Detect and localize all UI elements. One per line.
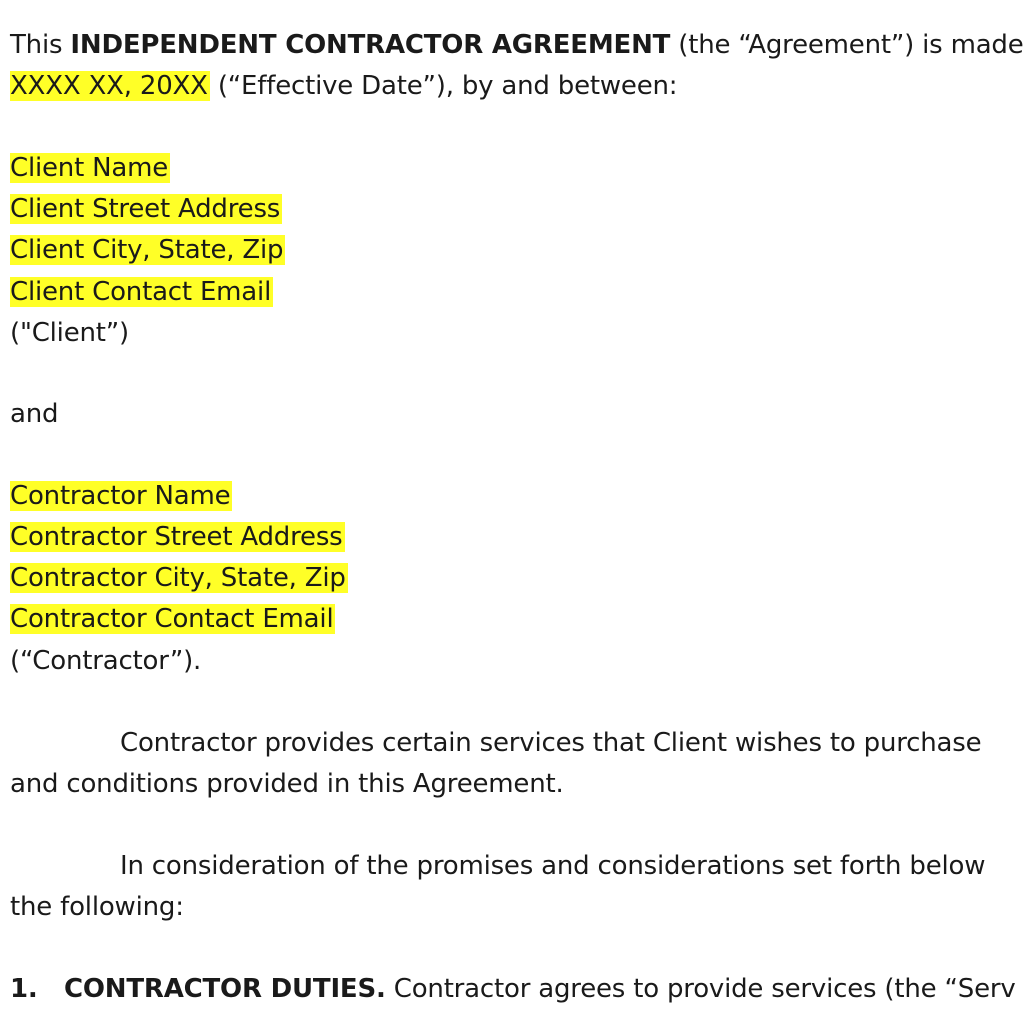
recital-2-line-1: [120, 849, 985, 883]
intro-line-1: [10, 28, 1024, 62]
client-street-line: [10, 192, 282, 226]
contractor-street-placeholder[interactable]: Contractor Street Address: [10, 522, 343, 552]
contractor-street-line: [10, 520, 345, 554]
contractor-email-placeholder[interactable]: Contractor Contact Email: [10, 604, 334, 634]
client-email-placeholder[interactable]: Client Contact Email: [10, 277, 272, 307]
and-word: and: [10, 399, 59, 429]
section-1-number: 1.: [10, 974, 38, 1004]
contractor-name-placeholder[interactable]: Contractor Name: [10, 481, 231, 511]
contractor-city-placeholder[interactable]: Contractor City, State, Zip: [10, 563, 346, 593]
section-1-heading: CONTRACTOR DUTIES.: [64, 974, 386, 1004]
contractor-name-line: [10, 479, 232, 513]
recital-1-line-1: [120, 726, 981, 760]
contractor-email-line: [10, 602, 335, 636]
client-role-label: ("Client”): [10, 318, 129, 348]
recital-1-text-1: Contractor provides certain services that Client wishes to purchase: [120, 728, 982, 758]
client-street-placeholder[interactable]: Client Street Address: [10, 194, 281, 224]
contractor-role-label: (“Contractor”).: [10, 646, 202, 676]
section-1-text: Contractor agrees to provide services (the “Serv: [385, 974, 1016, 1004]
intro-rest: (the “Agreement”) is made: [670, 30, 1024, 60]
recital-2-text-1: In consideration of the promises and considerations set forth below: [120, 851, 986, 881]
date-placeholder[interactable]: XXXX XX, 20XX: [10, 71, 208, 101]
recital-1-line-2: [10, 767, 564, 801]
contractor-role-line: [10, 644, 201, 678]
effective-date-text: (“Effective Date”), by and between:: [209, 71, 678, 101]
recital-2-line-2: [10, 890, 184, 924]
client-city-line: [10, 233, 285, 267]
and-line: [10, 397, 58, 431]
agreement-title: INDEPENDENT CONTRACTOR AGREEMENT: [70, 30, 671, 60]
client-role-line: [10, 316, 129, 350]
client-city-placeholder[interactable]: Client City, State, Zip: [10, 235, 284, 265]
recital-2-text-2: the following:: [10, 892, 184, 922]
client-email-line: [10, 275, 273, 309]
contractor-city-line: [10, 561, 348, 595]
client-name-line: [10, 151, 170, 185]
client-name-placeholder[interactable]: Client Name: [10, 153, 169, 183]
section-1-line: [10, 972, 1016, 1006]
intro-prefix: This: [10, 30, 71, 60]
recital-1-text-2: and conditions provided in this Agreement.: [10, 769, 564, 799]
intro-line-2: [10, 69, 677, 103]
